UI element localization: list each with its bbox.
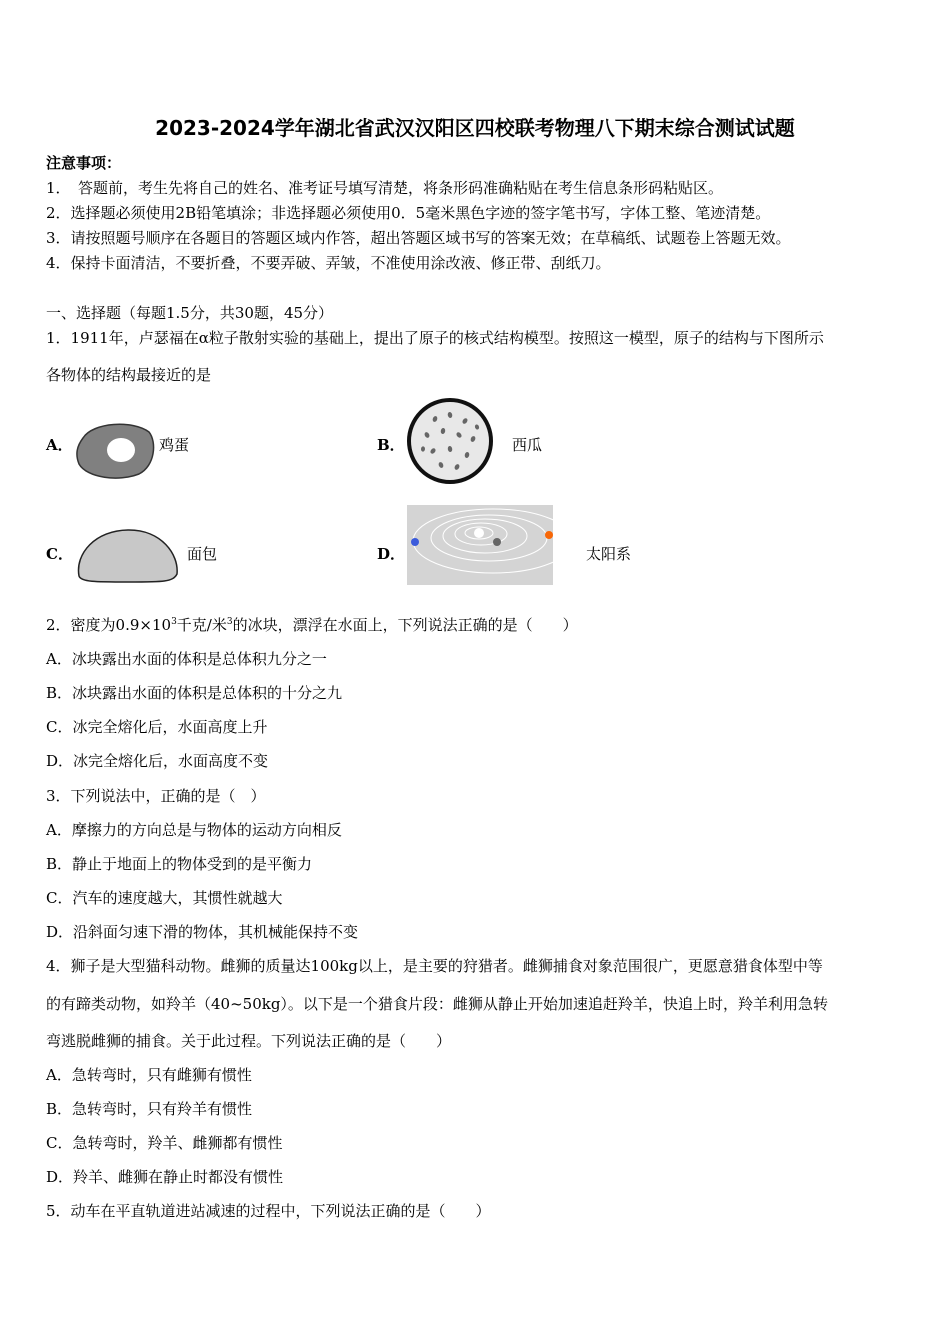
q1-stem-line1: 1．1911年，卢瑟福在α粒子散射实验的基础上，提出了原子的核式结构模型。按照这一模型，原子的结构与下图所示: [46, 329, 824, 347]
q4-stem-line2: 的有蹄类动物，如羚羊（40~50kg）。以下是一个猎食片段：雌狮从静止开始加速追赶羚羊，快追上时，羚羊利用急转: [46, 995, 828, 1013]
q4-stem-line3: 弯逃脱雌狮的捕食。关于此过程。下列说法正确的是（ ）: [46, 1032, 452, 1050]
q1-option-a-label: A．: [46, 436, 73, 454]
q2-option-d: D．冰完全熔化后，水面高度不变: [46, 752, 269, 770]
notice-heading: 注意事项：: [46, 154, 122, 172]
q2-option-b: B．冰块露出水面的体积是总体积的十分之九: [46, 684, 343, 702]
page-title: 2023-2024学年湖北省武汉汉阳区四校联考物理八下期末综合测试试题: [155, 116, 795, 140]
q2-option-c: C．冰完全熔化后，水面高度上升: [46, 718, 268, 736]
q4-stem-line1: 4．狮子是大型猫科动物。雌狮的质量达100kg以上，是主要的狩猎者。雌狮捕食对象范围很广，更愿意猎食体型中等: [46, 957, 823, 975]
egg-figure: [73, 420, 159, 480]
q2-stem-mid: 千克/米: [176, 616, 227, 634]
notice-item-2: 2．选择题必须使用2B铅笔填涂；非选择题必须使用0．5毫米黑色字迹的签字笔书写，字体工整、笔迹清楚。: [46, 204, 771, 222]
q1-option-c-text: 面包: [187, 545, 218, 563]
q2-stem-pre: 2．密度为0.9×10: [46, 616, 172, 634]
q3-option-a: A．摩擦力的方向总是与物体的运动方向相反: [46, 821, 342, 839]
q3-stem: 3．下列说法中，正确的是（ ）: [46, 787, 266, 805]
q1-option-d-text: 太阳系: [586, 545, 632, 563]
q2-option-a: A．冰块露出水面的体积是总体积九分之一: [46, 650, 327, 668]
notice-item-3: 3．请按照题号顺序在各题目的答题区域内作答，超出答题区域书写的答案无效；在草稿纸、试题卷上答题无效。: [46, 229, 791, 247]
q2-stem: [46, 614, 578, 635]
q1-option-c-label: C．: [46, 545, 73, 563]
q1-option-d-label: D．: [377, 545, 406, 563]
notice-item-4: 4．保持卡面清洁，不要折叠，不要弄破、弄皱，不准使用涂改液、修正带、刮纸刀。: [46, 254, 611, 272]
q1-option-b-text: 西瓜: [512, 436, 543, 454]
q3-option-c: C．汽车的速度越大，其惯性就越大: [46, 889, 283, 907]
q5-stem: 5．动车在平直轨道进站减速的过程中，下列说法正确的是（ ）: [46, 1202, 491, 1220]
q4-option-b: B．急转弯时，只有羚羊有惯性: [46, 1100, 253, 1118]
watermelon-figure: [405, 397, 495, 485]
q3-option-b: B．静止于地面上的物体受到的是平衡力: [46, 855, 313, 873]
section-heading: 一、选择题（每题1.5分，共30题，45分）: [46, 304, 334, 322]
notice-item-1: 1． 答题前，考生先将自己的姓名、准考证号填写清楚，将条形码准确粘贴在考生信息条形码粘贴区。: [46, 179, 724, 197]
q2-stem-post: 的冰块，漂浮在水面上，下列说法正确的是（ ）: [232, 616, 578, 634]
q1-option-b-label: B．: [377, 436, 405, 454]
q4-option-c: C．急转弯时，羚羊、雌狮都有惯性: [46, 1134, 283, 1152]
q4-option-d: D．羚羊、雌狮在静止时都没有惯性: [46, 1168, 284, 1186]
bread-figure: [73, 526, 183, 584]
q4-option-a: A．急转弯时，只有雌狮有惯性: [46, 1066, 252, 1084]
q2-stem-sup2: 3: [226, 617, 233, 627]
q1-option-a-text: 鸡蛋: [159, 436, 190, 454]
q1-stem-line2: 各物体的结构最接近的是: [46, 366, 212, 384]
q3-option-d: D．沿斜面匀速下滑的物体，其机械能保持不变: [46, 923, 359, 941]
solar-system-figure: [407, 505, 553, 585]
q2-stem-sup1: 3: [171, 617, 177, 627]
